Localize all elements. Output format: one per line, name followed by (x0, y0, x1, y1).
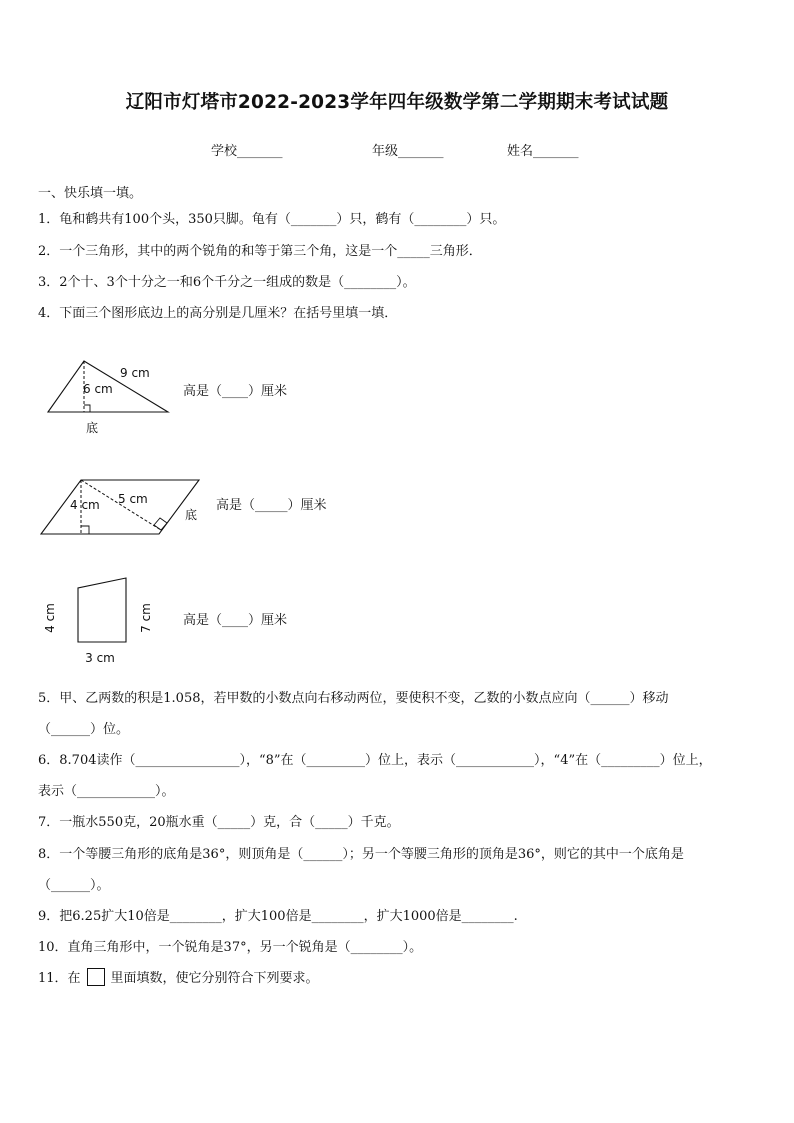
parallelogram-base-label: 底 (185, 508, 198, 522)
question-2: 2．一个三角形，其中的两个锐角的和等于第三个角，这是一个_____三角形． (38, 244, 482, 259)
parallelogram-figure (36, 472, 216, 544)
triangle-figure (40, 355, 180, 440)
trapezoid-shape (78, 578, 126, 642)
question-10: 10．直角三角形中，一个锐角是37°，另一个锐角是（________）。 (38, 940, 423, 955)
question-11 (38, 967, 319, 986)
question-4: 4．下面三个图形底边上的高分别是几厘米？在括号里填一填． (38, 306, 398, 321)
question-9: 9．把6.25扩大10倍是________，扩大100倍是________，扩大1000倍是________. (38, 909, 518, 924)
right-angle-mark (81, 526, 89, 534)
section-heading: 一、快乐填一填。 (38, 186, 143, 201)
fig2-answer: 高是（_____）厘米 (216, 498, 327, 513)
name-field: 姓名_______ (507, 144, 579, 159)
question-11-pre: 11．在 (38, 971, 81, 986)
answer-box (87, 968, 105, 986)
page-title: 辽阳市灯塔市2022-2023学年四年级数学第二学期期末考试试题 (125, 92, 669, 113)
fig3-answer: 高是（____）厘米 (183, 613, 288, 628)
question-3: 3．2个十、3个十分之一和6个千分之一组成的数是（________）。 (38, 275, 416, 290)
parallelogram-height-label: 4 cm (70, 498, 100, 512)
question-5-cont: （______）位。 (38, 722, 130, 737)
right-angle-mark (154, 518, 167, 530)
question-6: 6．8.704读作（________________），“8”在（_________）位上，表示（____________），“4”在（_________）位上， (38, 753, 712, 768)
triangle-height-label: 6 cm (83, 382, 113, 396)
trapezoid-bottom-label: 3 cm (85, 651, 115, 665)
question-1: 1．龟和鹤共有100个头，350只脚。龟有（_______）只，鹤有（________）只。 (38, 212, 506, 227)
triangle-base-label: 底 (86, 421, 99, 435)
trapezoid-right-label: 7 cm (139, 603, 153, 633)
school-field: 学校_______ (211, 144, 283, 159)
question-11-post: 里面填数，使它分别符合下列要求。 (110, 971, 319, 986)
parallelogram-shape (41, 480, 199, 534)
grade-field: 年级_______ (372, 144, 444, 159)
question-6-cont: 表示（____________）。 (38, 784, 175, 799)
fig1-answer: 高是（____）厘米 (183, 384, 288, 399)
trapezoid-left-label: 4 cm (43, 603, 57, 633)
question-7: 7．一瓶水550克，20瓶水重（_____）克，合（_____）千克。 (38, 815, 400, 830)
trapezoid-figure (38, 570, 158, 670)
triangle-hyp-label: 9 cm (120, 366, 150, 380)
question-5: 5．甲、乙两数的积是1.058，若甲数的小数点向右移动两位，要使积不变，乙数的小数点应向（______）移动 (38, 691, 669, 706)
question-8: 8．一个等腰三角形的底角是36°，则顶角是（______）；另一个等腰三角形的顶角是36°，则它的其中一个底角是 (38, 847, 684, 862)
parallelogram-diag-label: 5 cm (118, 492, 148, 506)
right-angle-mark (84, 405, 90, 412)
question-8-cont: （______）。 (38, 878, 110, 893)
